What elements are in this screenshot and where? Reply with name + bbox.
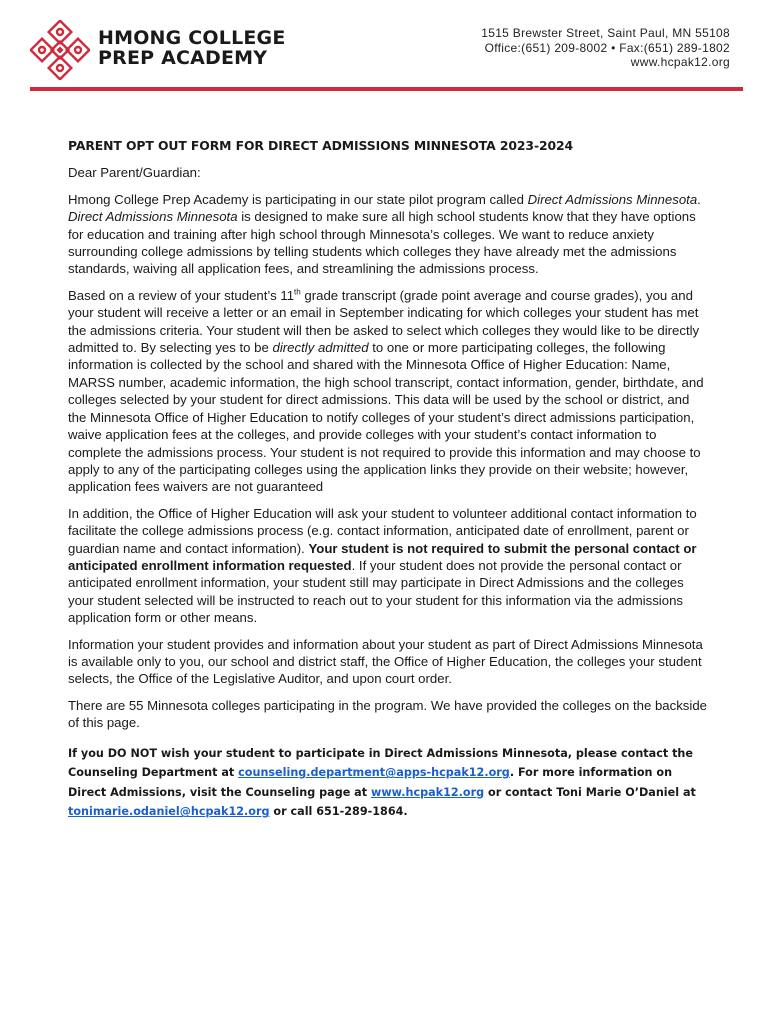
paragraph-data-access: Information your student provides and information about your student as part of Direct Admissions Minnesota is available only to you, our school and district staff, the Office of Higher Education, the colleges your student selects, the Office of the Legislative Auditor, and upon court order.	[68, 636, 703, 687]
address-website: www.hcpak12.org	[630, 55, 730, 69]
p3-bold-notice: Your student is not required to submit the personal contact or anticipated enrollment information requested	[68, 540, 697, 573]
p2-directly-admitted: directly admitted	[272, 340, 369, 356]
paragraph-additional-info	[68, 505, 708, 627]
form-title: PARENT OPT OUT FORM FOR DIRECT ADMISSIONS MINNESOTA 2023-2024	[68, 138, 574, 153]
p1-program-name-2: Direct Admissions Minnesota	[68, 209, 238, 225]
address-phone-fax: Office:(651) 209-8002 • Fax:(651) 289-1802	[484, 40, 730, 55]
closing-text-a: If you DO NOT wish your student to participate in Direct Admissions Minnesota, please contact the Counseling Department at	[68, 746, 693, 780]
hmong-pattern-logo-icon	[30, 20, 90, 80]
p1-text-e: is designed to make sure all high school students know that they have options for education and training after high school through Minnesota’s colleges. We want to reduce anxiety surrounding college admissions by telling students which colleges they have already met the admissions standards, waiving all application fees, and streamlining the admissions process.	[68, 209, 696, 277]
p2-superscript: th	[294, 287, 301, 297]
p1-program-name-1: Direct Admissions Minnesota	[527, 191, 698, 207]
header-divider	[30, 87, 743, 91]
p2-text-b: grade transcript (grade point average and course grades), you and your student will receive a letter or an email in September indicating for which colleges your student has met the admissions criteria. Your student will then be asked to select which colleges they would like to be directly admitted to. By selecting yes to be	[68, 287, 700, 356]
paragraph-program-intro	[68, 191, 708, 278]
school-name-line1: HMONG COLLEGE	[98, 27, 286, 49]
paragraph-transcript-review	[68, 287, 708, 496]
paragraph-college-count: There are 55 Minnesota colleges participating in the program. We have provided the colleges on the backside of this page.	[68, 697, 707, 731]
p2-text-d: to one or more participating colleges, the following information is collected by the school and shared with the Minnesota Office of Higher Education: Name, MARSS number, academic information, the high school transcript, contact information, gender, birthdate, and colleges selected by your student for direct admissions. This data will be used by the school or district, and the Minnesota Office of Higher Education to notify colleges of your student’s direct admissions participation, waive application fees at the colleges, and provide colleges with your student’s contact information to complete the admissions process. Your student is not required to provide this information and may choose to apply to any of the participating colleges using the application links they provide on their website; however, application fees waivers are not guaranteed	[68, 340, 704, 495]
closing-text-c: or contact Toni Marie O’Daniel at	[484, 785, 696, 799]
letter-body	[68, 137, 708, 822]
address-street: 1515 Brewster Street, Saint Paul, MN 55108	[481, 26, 730, 40]
counseling-email-link[interactable]: counseling.department@apps-hcpak12.org	[238, 766, 510, 780]
greeting: Dear Parent/Guardian:	[68, 165, 201, 181]
closing-text-d: or call 651-289-1864.	[269, 805, 408, 819]
p3-text-c: . If your student does not provide the personal contact or anticipated enrollment information, your student still may participate in Direct Admissions and the colleges your student selected will be instructed to reach out to your student for this information via the admissions application form or other means.	[68, 557, 684, 626]
closing-text-b: . For more information on Direct Admissions, visit the Counseling page at	[68, 766, 673, 799]
p3-text-a: In addition, the Office of Higher Education will ask your student to volunteer additional contact information to facilitate the college admissions process (e.g. contact information, anticipated date of enrollment, parent or guardian name and contact information).	[68, 505, 697, 556]
p1-text-c: .	[697, 191, 701, 207]
school-name	[98, 28, 286, 68]
school-name-line2: PREP ACADEMY	[98, 47, 268, 69]
p2-text-a: Based on a review of your student’s 11	[68, 287, 295, 303]
p1-text-a: Hmong College Prep Academy is participating in our state pilot program called	[68, 191, 528, 207]
paragraph-opt-out-contact	[68, 744, 708, 822]
contact-email-link[interactable]: tonimarie.odaniel@hcpak12.org	[68, 805, 270, 819]
school-address	[481, 26, 730, 70]
website-link[interactable]: www.hcpak12.org	[370, 785, 485, 799]
